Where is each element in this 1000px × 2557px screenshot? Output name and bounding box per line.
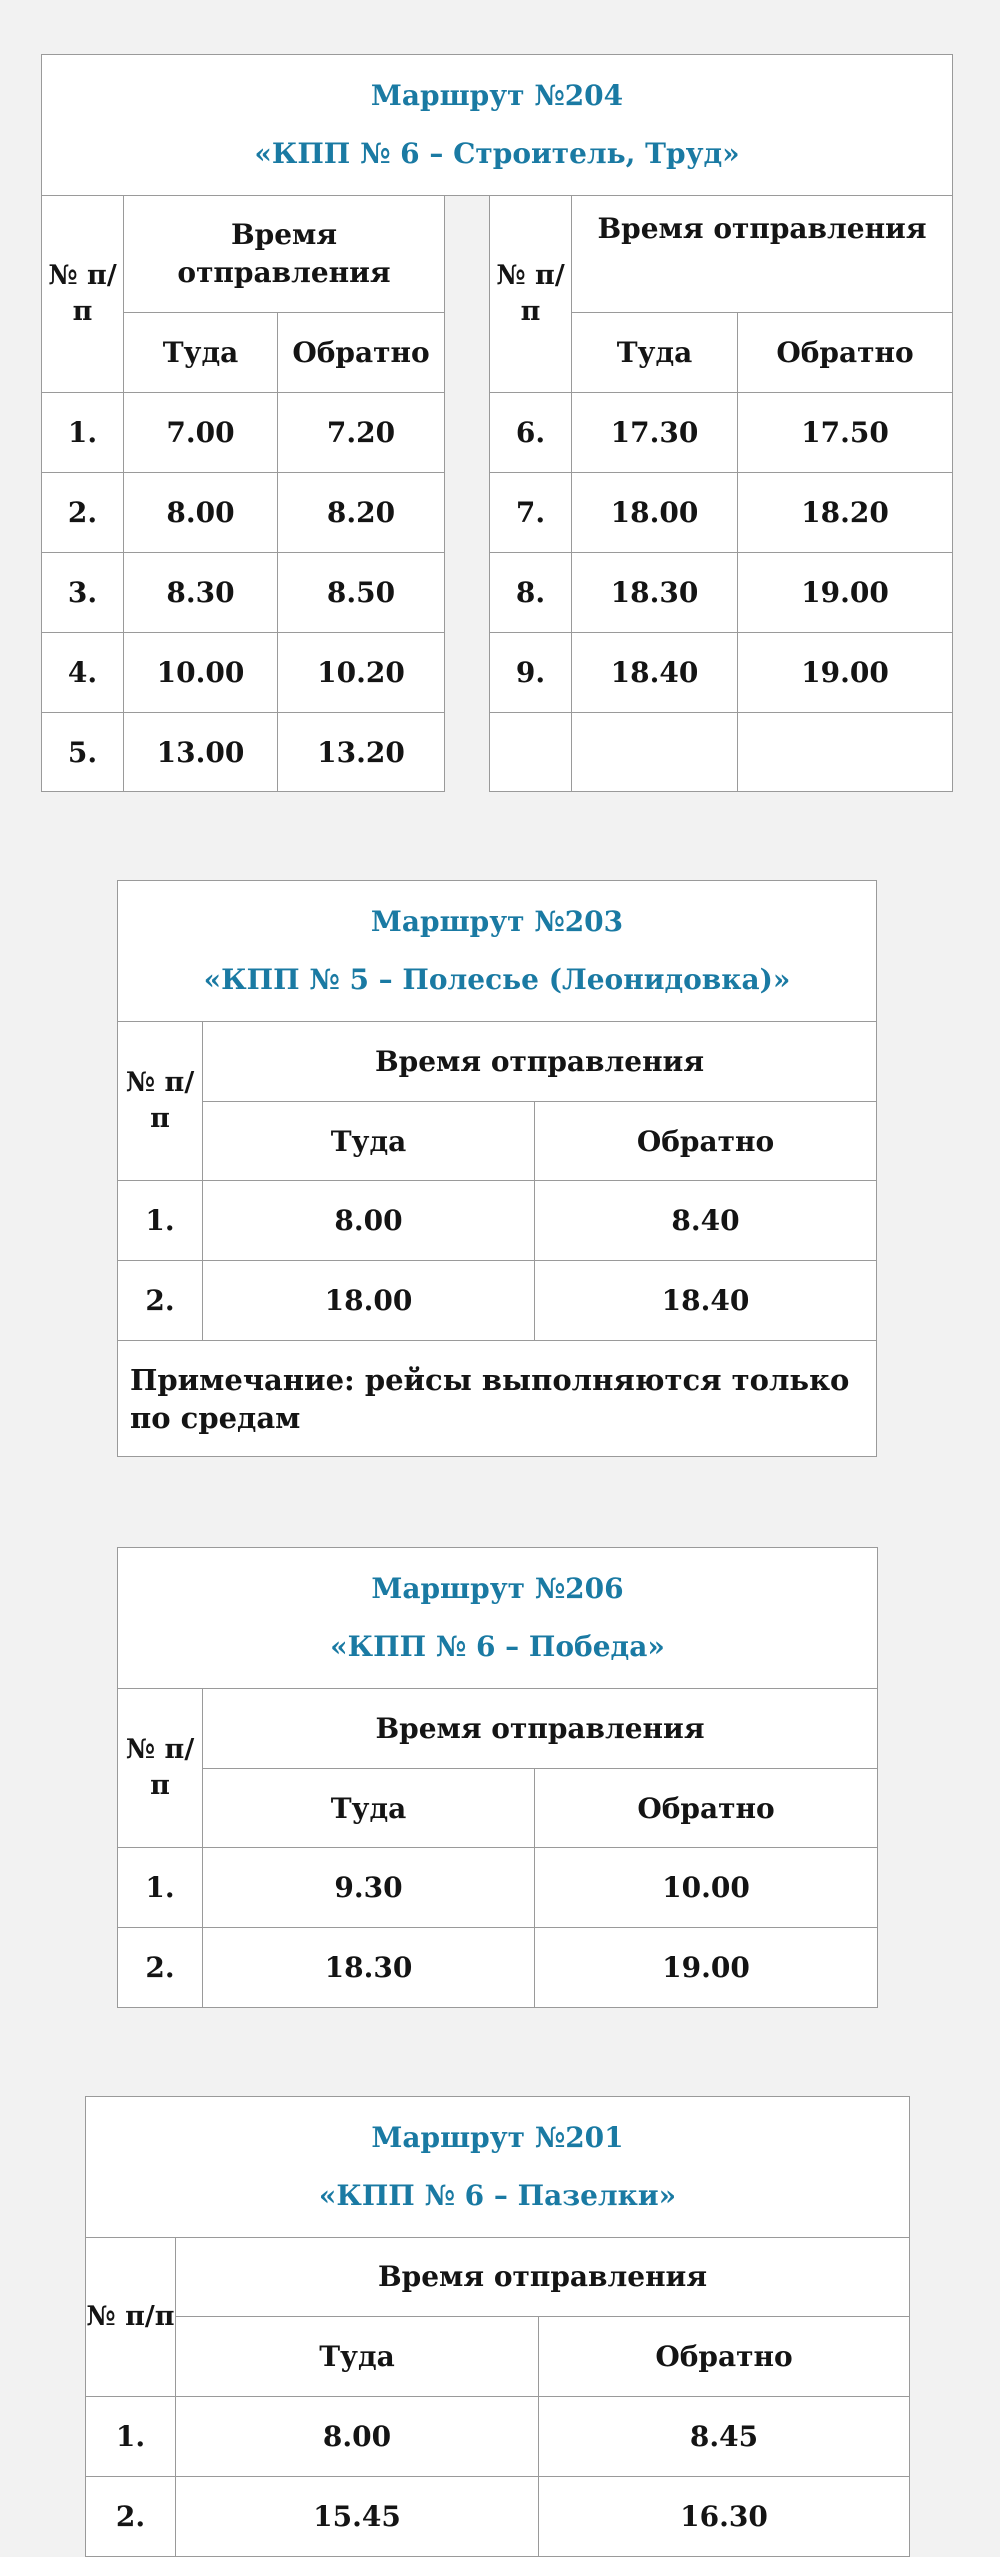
back-header: Обратно xyxy=(535,1769,878,1848)
route-title: Маршрут №201 xyxy=(371,2121,624,2154)
forward-header: Туда xyxy=(572,313,738,393)
back-time: 19.00 xyxy=(738,633,953,713)
departure-time-header: Время отправления xyxy=(203,1689,878,1769)
num-header: № п/п xyxy=(490,196,572,393)
forward-time: 8.00 xyxy=(203,1181,535,1261)
route-206-table xyxy=(117,1547,878,2008)
empty-cell xyxy=(738,713,953,792)
back-time: 17.50 xyxy=(738,393,953,473)
row-number: 7. xyxy=(490,473,572,553)
back-time: 13.20 xyxy=(278,713,445,792)
back-time: 8.40 xyxy=(535,1181,877,1261)
back-time: 10.20 xyxy=(278,633,445,713)
num-header: № п/п xyxy=(118,1022,203,1181)
route-title: Маршрут №203 xyxy=(370,905,624,938)
back-time: 18.40 xyxy=(535,1261,877,1341)
row-number: 8. xyxy=(490,553,572,633)
forward-time: 7.00 xyxy=(124,393,278,473)
forward-time: 9.30 xyxy=(203,1848,535,1928)
back-time: 7.20 xyxy=(278,393,445,473)
departure-time-header: Время отправления xyxy=(176,2238,910,2317)
empty-cell xyxy=(572,713,738,792)
table-row xyxy=(42,473,953,553)
route-title-cell xyxy=(118,881,877,1022)
route-subtitle: «КПП № 6 – Пазелки» xyxy=(318,2179,677,2212)
forward-header: Туда xyxy=(203,1102,535,1181)
row-number: 1. xyxy=(118,1848,203,1928)
route-subtitle: «КПП № 5 – Полесье (Леонидовка)» xyxy=(203,963,791,996)
route-title-cell xyxy=(86,2097,910,2238)
forward-header: Туда xyxy=(176,2317,539,2397)
forward-time: 8.00 xyxy=(124,473,278,553)
forward-time: 17.30 xyxy=(572,393,738,473)
row-number: 3. xyxy=(42,553,124,633)
row-number: 4. xyxy=(42,633,124,713)
route-title-cell xyxy=(118,1548,878,1689)
row-number: 1. xyxy=(42,393,124,473)
back-time: 16.30 xyxy=(539,2477,910,2557)
table-row xyxy=(118,1928,878,2008)
route-title: Маршрут №206 xyxy=(371,1572,624,1605)
forward-time: 8.30 xyxy=(124,553,278,633)
back-time: 8.45 xyxy=(539,2397,910,2477)
forward-header: Туда xyxy=(124,313,278,393)
back-time: 19.00 xyxy=(738,553,953,633)
row-number: 2. xyxy=(118,1928,203,2008)
num-header: № п/п xyxy=(42,196,124,393)
table-row xyxy=(86,2397,910,2477)
table-row xyxy=(118,1181,877,1261)
back-header: Обратно xyxy=(539,2317,910,2397)
forward-time: 10.00 xyxy=(124,633,278,713)
forward-time: 18.40 xyxy=(572,633,738,713)
table-row xyxy=(42,553,953,633)
table-row xyxy=(42,393,953,473)
forward-time: 18.00 xyxy=(572,473,738,553)
row-number: 6. xyxy=(490,393,572,473)
departure-time-header: Время отправления xyxy=(124,196,445,313)
empty-cell xyxy=(490,713,572,792)
forward-header: Туда xyxy=(203,1769,535,1848)
departure-time-header: Время отправления xyxy=(572,196,953,313)
row-number: 1. xyxy=(86,2397,176,2477)
departure-time-header: Время отправления xyxy=(203,1022,877,1102)
forward-time: 8.00 xyxy=(176,2397,539,2477)
forward-time: 18.30 xyxy=(572,553,738,633)
back-time: 19.00 xyxy=(535,1928,878,2008)
back-header: Обратно xyxy=(535,1102,877,1181)
back-time: 8.20 xyxy=(278,473,445,553)
num-header: № п/п xyxy=(118,1689,203,1848)
route-note: Примечание: рейсы выполняются только по средам xyxy=(118,1341,877,1457)
table-row xyxy=(42,633,953,713)
row-number: 5. xyxy=(42,713,124,792)
table-row xyxy=(118,1848,878,1928)
back-time: 8.50 xyxy=(278,553,445,633)
back-time: 10.00 xyxy=(535,1848,878,1928)
table-row xyxy=(42,713,953,792)
route-subtitle: «КПП № 6 – Победа» xyxy=(330,1630,665,1663)
route-title-cell xyxy=(42,55,953,196)
forward-time: 18.00 xyxy=(203,1261,535,1341)
table-row xyxy=(118,1261,877,1341)
row-number: 1. xyxy=(118,1181,203,1261)
forward-time: 15.45 xyxy=(176,2477,539,2557)
route-201-table xyxy=(85,2096,910,2557)
route-title: Маршрут №204 xyxy=(370,79,624,112)
route-203-table xyxy=(117,880,877,1457)
row-number: 2. xyxy=(42,473,124,553)
row-number: 2. xyxy=(118,1261,203,1341)
forward-time: 18.30 xyxy=(203,1928,535,2008)
num-header: № п/п xyxy=(86,2238,176,2397)
table-gap xyxy=(445,196,490,792)
forward-time: 13.00 xyxy=(124,713,278,792)
back-time: 18.20 xyxy=(738,473,953,553)
route-204-table xyxy=(41,54,953,792)
row-number: 9. xyxy=(490,633,572,713)
route-subtitle: «КПП № 6 – Строитель, Труд» xyxy=(254,137,740,170)
back-header: Обратно xyxy=(278,313,445,393)
back-header: Обратно xyxy=(738,313,953,393)
row-number: 2. xyxy=(86,2477,176,2557)
